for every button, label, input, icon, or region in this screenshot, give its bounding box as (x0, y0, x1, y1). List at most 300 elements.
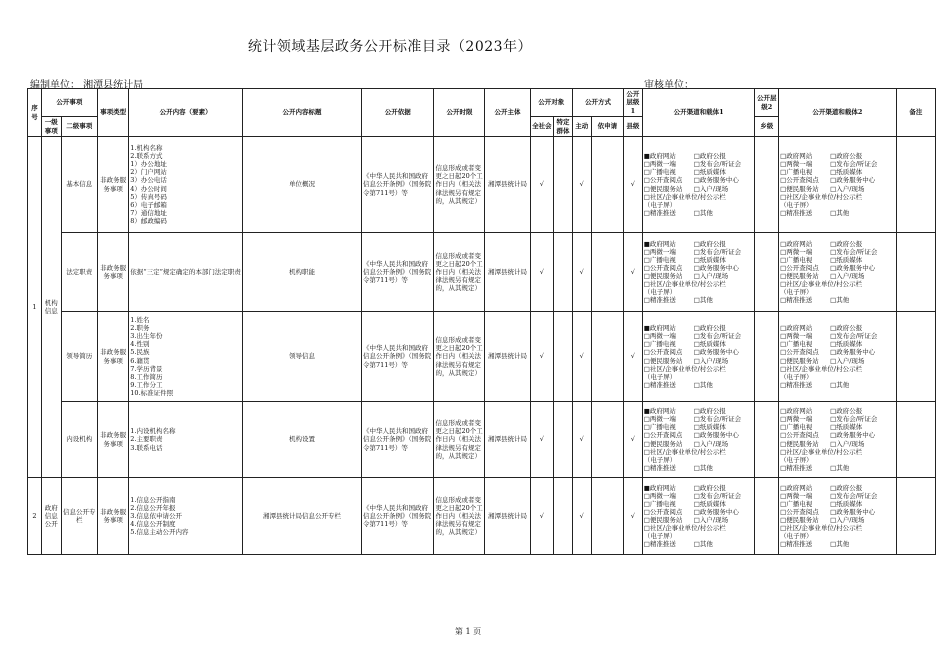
basis: 《中华人民共和国政府信息公开条例》（国务院令第711号）等 (361, 233, 433, 312)
channel-option[interactable]: □发布会/听证会 (693, 332, 742, 341)
header-seq: 序号 (28, 89, 42, 137)
channel-option[interactable]: □精准推送 (780, 540, 813, 549)
channel-option[interactable]: □两微一端 (780, 247, 813, 256)
channel-option[interactable]: □两微一端 (643, 491, 676, 500)
target-all-check: √ (530, 312, 554, 402)
channel-option[interactable]: □便民服务站 (780, 516, 819, 524)
channel-option[interactable]: □精准推送 (643, 463, 676, 472)
channel-option[interactable]: □便民服务站 (780, 272, 819, 280)
channel-option[interactable]: □便民服务站 (643, 184, 683, 193)
channels1 (642, 137, 755, 233)
channel-line (780, 464, 895, 472)
item-type: 非政务服务事项 (97, 312, 128, 402)
channel-option[interactable]: □入户/现场 (830, 439, 865, 448)
item-type: 非政务服务事项 (97, 402, 128, 478)
channel-option[interactable]: □其他 (830, 380, 850, 389)
channel-option[interactable]: ■政府网站 (643, 239, 676, 248)
channel-option[interactable]: □发布会/听证会 (830, 247, 878, 256)
channel-option[interactable]: □发布会/听证会 (830, 491, 878, 500)
channel-option[interactable]: ■政府网站 (643, 324, 676, 332)
channel-option[interactable]: （电子屏） (643, 532, 677, 541)
content-line: 2.信息公开年报 (130, 503, 176, 512)
channel-option[interactable]: □其他 (830, 463, 850, 472)
channel-option[interactable]: □广播电视 (643, 255, 676, 264)
method-active-check: √ (572, 402, 591, 478)
channel-option[interactable]: □政务服务中心 (830, 507, 876, 516)
header-target-all: 全社会 (530, 117, 554, 137)
channel-option[interactable]: □广播电视 (643, 340, 676, 349)
channels1 (642, 233, 755, 312)
channel-option[interactable]: □其他 (693, 463, 713, 472)
channel-option[interactable]: □发布会/听证会 (693, 415, 742, 424)
channel-option[interactable]: □发布会/听证会 (693, 491, 742, 500)
channel-option[interactable]: □政务服务中心 (830, 263, 876, 272)
channel-line (644, 373, 754, 381)
content-line: 5）传真号码 (130, 192, 167, 201)
channels2 (779, 478, 897, 555)
header-note: 备注 (896, 89, 935, 137)
channel-option[interactable]: □社区/企事业单位/村公示栏 (643, 364, 726, 373)
channel-line (780, 176, 895, 184)
channel-option[interactable]: □精准推送 (643, 296, 676, 305)
channel-option[interactable]: □纸质媒体 (830, 255, 863, 264)
content-line: 6）电子邮箱 (130, 200, 167, 209)
content-line: 6.籍贯 (130, 356, 150, 365)
header-channel2: 公开渠道和载体2 (779, 89, 897, 137)
channel-option[interactable]: □政府公报 (693, 239, 726, 248)
method-active-check: √ (572, 137, 591, 233)
content-line: 10.标准证件照 (130, 389, 174, 397)
content-line: 2.主要职责 (130, 435, 163, 444)
target-specific-check (554, 233, 573, 312)
content-line: 4.性别 (130, 340, 150, 349)
channel-line (780, 540, 895, 548)
channel-line (780, 209, 895, 217)
channel-option[interactable]: □政务服务中心 (830, 348, 876, 357)
channel-line (644, 152, 754, 160)
channels2 (779, 312, 897, 402)
channel-option[interactable]: □公开查阅点 (780, 507, 819, 516)
channel-option[interactable]: □公开查阅点 (643, 507, 683, 516)
header-content: 公开内容（要素） (129, 89, 243, 137)
channel-line (644, 348, 754, 356)
channel-option[interactable]: □广播电视 (780, 168, 813, 177)
channel-option[interactable]: □其他 (830, 208, 850, 217)
channel-option[interactable]: □政府网站 (780, 483, 813, 492)
channel-option[interactable]: （电子屏） (643, 288, 677, 297)
subject: 湘潭县统计局 (485, 137, 530, 233)
channel-option[interactable]: □其他 (830, 540, 850, 549)
channel-line (780, 152, 895, 160)
channel-option[interactable]: □政府公报 (693, 152, 726, 160)
channel-option[interactable]: ■政府网站 (643, 152, 676, 160)
channel-option[interactable]: □精准推送 (780, 208, 813, 217)
channel-option[interactable]: □入户/现场 (830, 356, 865, 365)
level1-check: √ (624, 137, 643, 233)
channel-option[interactable]: □便民服务站 (780, 184, 819, 193)
channel-line (644, 500, 754, 508)
channel-option[interactable]: □社区/企事业单位/村公示栏 (780, 447, 863, 456)
channel-line (780, 240, 895, 248)
header-level2-sub: 乡级 (755, 117, 779, 137)
channel-option[interactable]: □精准推送 (643, 208, 676, 217)
channel-option[interactable]: □政府网站 (780, 239, 813, 248)
channel-line (780, 324, 895, 332)
channel-option[interactable]: （电子屏） (780, 532, 813, 541)
header-channel1: 公开渠道和载体1 (642, 89, 755, 137)
channel-line (780, 272, 895, 280)
channel-line (644, 357, 754, 365)
channel-option[interactable]: □入户/现场 (693, 516, 729, 524)
channel-line (644, 508, 754, 516)
channel-option[interactable]: □政府公报 (693, 324, 726, 332)
header-target-specific: 特定群体 (554, 117, 573, 137)
content-line: 2.联系方式 (130, 152, 163, 160)
target-specific-check (554, 312, 573, 402)
channels1 (642, 402, 755, 478)
content-line: 1.内设机构名称 (130, 427, 176, 436)
content-title: 机构设置 (242, 402, 361, 478)
note-cell (896, 402, 935, 478)
item-type: 非政务服务事项 (97, 233, 128, 312)
channel-option[interactable]: □公开查阅点 (643, 176, 683, 185)
channel-option[interactable]: □政务服务中心 (693, 176, 739, 185)
channel-line (644, 193, 754, 201)
subject: 湘潭县统计局 (485, 312, 530, 402)
channel-option[interactable]: □社区/企事业单位/村公示栏 (780, 280, 863, 289)
channel-line (780, 201, 895, 209)
header-item-level1: 一级事项 (41, 117, 61, 137)
item-level2: 信息公开专栏 (61, 478, 97, 555)
channel-option[interactable]: □便民服务站 (780, 356, 819, 365)
channel-line (780, 256, 895, 264)
channel-option[interactable]: □纸质媒体 (693, 423, 726, 432)
channel-option[interactable]: □发布会/听证会 (693, 160, 742, 169)
channel-option[interactable]: □精准推送 (780, 296, 813, 305)
channel-option[interactable]: □政府公报 (693, 483, 726, 492)
channel-option[interactable]: □两微一端 (643, 415, 676, 424)
channel-line (780, 508, 895, 516)
channel-option[interactable]: □纸质媒体 (830, 168, 863, 177)
group-seq: 1 (28, 137, 42, 478)
channel-option[interactable]: □政务服务中心 (693, 507, 739, 516)
content-line: 3.联系电话 (130, 443, 163, 452)
channel-option[interactable]: □两微一端 (643, 247, 676, 256)
channel-option[interactable]: □公开查阅点 (643, 348, 683, 357)
channel-option[interactable]: □政府公报 (830, 324, 863, 332)
channel-option[interactable]: □社区/企事业单位/村公示栏 (643, 280, 726, 289)
channel-option[interactable]: □其他 (693, 296, 713, 305)
content-line: 8.工作简历 (130, 372, 163, 381)
channel-option[interactable]: □两微一端 (780, 332, 813, 341)
time-limit: 信息形成或者变更之日起20个工作日内（相关法律法规另有规定的，从其规定） (434, 233, 485, 312)
content-line: 4.信息公开制度 (130, 520, 176, 529)
channel-option[interactable]: □精准推送 (643, 380, 676, 389)
channel-option[interactable]: □政府网站 (780, 152, 813, 160)
channel-option[interactable]: □纸质媒体 (830, 423, 863, 432)
channel-line (644, 381, 754, 389)
channel-line (780, 357, 895, 365)
channel-line (644, 248, 754, 256)
channel-option[interactable]: □政务服务中心 (693, 348, 739, 357)
content-line: 2.职务 (130, 324, 150, 332)
channel-option[interactable]: □便民服务站 (643, 439, 683, 448)
time-limit: 信息形成或者变更之日起20个工作日内（相关法律法规另有规定的，从其规定） (434, 478, 485, 555)
content-line: 7.学历背景 (130, 364, 163, 373)
channel-option[interactable]: □广播电视 (780, 255, 813, 264)
channel-option[interactable]: □政府公报 (830, 483, 863, 492)
level2-check (755, 478, 779, 555)
channel-line (644, 464, 754, 472)
channel-option[interactable]: □便民服务站 (643, 272, 683, 280)
channel-line (644, 440, 754, 448)
item-type: 非政务服务事项 (97, 478, 128, 555)
channel-option[interactable]: □公开查阅点 (780, 431, 819, 440)
group-level1: 机构信息 (41, 137, 61, 478)
channel-option[interactable]: □纸质媒体 (830, 499, 863, 508)
level2-check (755, 402, 779, 478)
channel-option[interactable]: □广播电视 (780, 340, 813, 349)
channel-option[interactable]: □两微一端 (780, 491, 813, 500)
channel-option[interactable]: □公开查阅点 (643, 431, 683, 440)
time-limit: 信息形成或者变更之日起20个工作日内（相关法律法规另有规定的，从其规定） (434, 312, 485, 402)
channel-option[interactable]: □两微一端 (780, 415, 813, 424)
item-content (129, 137, 243, 233)
channel-option[interactable]: □入户/现场 (830, 516, 865, 524)
channel-option[interactable]: □社区/企事业单位/村公示栏 (780, 524, 863, 533)
channel-line (644, 324, 754, 332)
channels2 (779, 137, 897, 233)
channels1 (642, 478, 755, 555)
channel-option[interactable]: （电子屏） (780, 200, 813, 209)
note-cell (896, 233, 935, 312)
channel-line (780, 264, 895, 272)
channel-option[interactable]: □发布会/听证会 (830, 332, 878, 341)
channel-option[interactable]: □公开查阅点 (780, 348, 819, 357)
channel-option[interactable]: □其他 (693, 208, 713, 217)
channel-option[interactable]: □便民服务站 (643, 516, 683, 524)
channels2 (779, 233, 897, 312)
channel-option[interactable]: □政府公报 (830, 239, 863, 248)
channel-option[interactable]: □发布会/听证会 (830, 415, 878, 424)
channel-option[interactable]: □入户/现场 (693, 272, 729, 280)
level1-check: √ (624, 478, 643, 555)
channel-option[interactable]: （电子屏） (780, 455, 813, 464)
page-number: 第 1 页 (454, 627, 482, 636)
channel-option[interactable]: □社区/企事业单位/村公示栏 (780, 364, 863, 373)
method-request-check (591, 478, 623, 555)
item-content (129, 402, 243, 478)
method-request-check (591, 312, 623, 402)
channel-option[interactable]: □社区/企事业单位/村公示栏 (780, 192, 863, 201)
header-type: 事项类型 (97, 89, 128, 137)
group-seq: 2 (28, 478, 42, 555)
channel-line (780, 492, 895, 500)
channel-line (644, 516, 754, 524)
channel-line (644, 484, 754, 492)
content-line: 依据“三定”规定确定的本部门法定职责 (130, 267, 241, 276)
channel-line (780, 484, 895, 492)
compiler-label: 编制单位： 湘潭县统计局 (30, 80, 144, 91)
channel-line (644, 365, 754, 373)
channel-option[interactable]: □政府公报 (830, 407, 863, 415)
target-specific-check (554, 402, 573, 478)
note-cell (896, 478, 935, 555)
channel-line (780, 456, 895, 464)
channel-option[interactable]: □公开查阅点 (780, 263, 819, 272)
channel-line (644, 272, 754, 280)
group-level1: 政府信息公开 (41, 478, 61, 555)
channel-line (644, 256, 754, 264)
channel-line (780, 296, 895, 304)
channel-option[interactable]: □精准推送 (643, 540, 676, 549)
channel-option[interactable]: □政务服务中心 (693, 431, 739, 440)
channels2 (779, 402, 897, 478)
channel-option[interactable]: □广播电视 (780, 499, 813, 508)
time-limit: 信息形成或者变更之日起20个工作日内（相关法律法规另有规定的，从其规定） (434, 137, 485, 233)
method-active-check: √ (572, 478, 591, 555)
header-method: 公开方式 (572, 89, 623, 117)
channel-option[interactable]: □发布会/听证会 (693, 247, 742, 256)
content-line: 5.民族 (130, 348, 150, 357)
target-all-check: √ (530, 233, 554, 312)
channel-line (644, 407, 754, 415)
target-all-check: √ (530, 137, 554, 233)
method-active-check: √ (572, 312, 591, 402)
channel-line (780, 516, 895, 524)
header-time-limit: 公开时限 (434, 89, 485, 137)
channel-option[interactable]: □纸质媒体 (693, 499, 726, 508)
channel-option[interactable]: □政府网站 (780, 407, 813, 415)
channel-option[interactable]: □广播电视 (780, 423, 813, 432)
content-title: 领导信息 (242, 312, 361, 402)
content-line: 3.出生年份 (130, 332, 163, 341)
channel-option[interactable]: □社区/企事业单位/村公示栏 (643, 192, 726, 201)
channel-line (780, 348, 895, 356)
channel-option[interactable]: □便民服务站 (643, 356, 683, 365)
channels1 (642, 312, 755, 402)
channel-line (780, 407, 895, 415)
item-level2: 领导简历 (61, 312, 97, 402)
channel-option[interactable]: □纸质媒体 (830, 340, 863, 349)
channel-option[interactable]: □入户/现场 (830, 184, 865, 193)
channel-option[interactable]: （电子屏） (780, 372, 813, 381)
basis: 《中华人民共和国政府信息公开条例》（国务院令第711号）等 (361, 137, 433, 233)
channel-option[interactable]: □政务服务中心 (830, 176, 876, 185)
channel-line (644, 296, 754, 304)
channel-line (644, 176, 754, 184)
channel-option[interactable]: （电子屏） (780, 288, 813, 297)
catalog-table (27, 88, 936, 555)
content-line: 3）办公电话 (130, 176, 167, 185)
channel-line (780, 185, 895, 193)
channel-option[interactable]: □入户/现场 (693, 439, 729, 448)
channel-line (780, 440, 895, 448)
channel-option[interactable]: □公开查阅点 (643, 263, 683, 272)
channel-option[interactable]: □其他 (830, 296, 850, 305)
channel-option[interactable]: □社区/企事业单位/村公示栏 (643, 447, 726, 456)
channel-option[interactable]: （电子屏） (643, 372, 677, 381)
channel-option[interactable]: □便民服务站 (780, 439, 819, 448)
channel-option[interactable]: □广播电视 (643, 168, 676, 177)
item-level2: 内设机构 (61, 402, 97, 478)
channel-option[interactable]: □政府公报 (830, 152, 863, 160)
channel-line (780, 248, 895, 256)
item-content (129, 312, 243, 402)
table-row (28, 402, 936, 478)
channel-option[interactable]: □发布会/听证会 (830, 160, 878, 169)
channel-option[interactable]: □广播电视 (643, 499, 676, 508)
channel-option[interactable]: □纸质媒体 (693, 255, 726, 264)
target-all-check: √ (530, 402, 554, 478)
target-specific-check (554, 478, 573, 555)
level2-check (755, 137, 779, 233)
channel-option[interactable]: □两微一端 (643, 332, 676, 341)
channel-line (644, 264, 754, 272)
channel-line (780, 500, 895, 508)
target-all-check: √ (530, 478, 554, 555)
channel-option[interactable]: □政府网站 (780, 324, 813, 332)
channel-option[interactable]: □其他 (693, 540, 713, 549)
table-row (28, 137, 936, 233)
channel-line (644, 448, 754, 456)
channel-option[interactable]: □政府公报 (693, 407, 726, 415)
subject: 湘潭县统计局 (485, 402, 530, 478)
channel-option[interactable]: ■政府网站 (643, 407, 676, 415)
channel-line (644, 540, 754, 548)
channel-option[interactable]: □政务服务中心 (830, 431, 876, 440)
content-line: 9.工作分工 (130, 380, 163, 389)
header-level1-sub: 县级 (624, 117, 643, 137)
channel-option[interactable]: □入户/现场 (693, 184, 729, 193)
channel-line (644, 456, 754, 464)
channel-line (644, 431, 754, 439)
item-level2: 法定职责 (61, 233, 97, 312)
level1-check: √ (624, 402, 643, 478)
header-content-title: 公开内容标题 (242, 89, 361, 137)
channel-option[interactable]: □其他 (693, 380, 713, 389)
channel-option[interactable]: （电子屏） (643, 455, 677, 464)
channel-option[interactable]: □两微一端 (643, 160, 676, 169)
channel-line (780, 448, 895, 456)
channel-option[interactable]: □社区/企事业单位/村公示栏 (643, 524, 726, 533)
table-row (28, 478, 936, 555)
channel-option[interactable]: □广播电视 (643, 423, 676, 432)
level1-check: √ (624, 312, 643, 402)
channel-line (644, 185, 754, 193)
channel-line (780, 365, 895, 373)
channel-option[interactable]: ■政府网站 (643, 483, 676, 492)
channel-option[interactable]: （电子屏） (643, 200, 677, 209)
channel-option[interactable]: □入户/现场 (830, 272, 865, 280)
header-level1: 公开层级1 (624, 89, 643, 117)
channel-option[interactable]: □入户/现场 (693, 356, 729, 365)
channel-option[interactable]: □精准推送 (780, 380, 813, 389)
channel-option[interactable]: □精准推送 (780, 463, 813, 472)
channel-line (644, 209, 754, 217)
method-request-check (591, 137, 623, 233)
basis: 《中华人民共和国政府信息公开条例》（国务院令第711号）等 (361, 402, 433, 478)
channel-option[interactable]: □两微一端 (780, 160, 813, 169)
channel-option[interactable]: □公开查阅点 (780, 176, 819, 185)
table-row (28, 312, 936, 402)
channel-option[interactable]: □政务服务中心 (693, 263, 739, 272)
channel-option[interactable]: □纸质媒体 (693, 168, 726, 177)
content-line: 1.机构名称 (130, 143, 163, 152)
channel-option[interactable]: □纸质媒体 (693, 340, 726, 349)
note-cell (896, 137, 935, 233)
target-specific-check (554, 137, 573, 233)
